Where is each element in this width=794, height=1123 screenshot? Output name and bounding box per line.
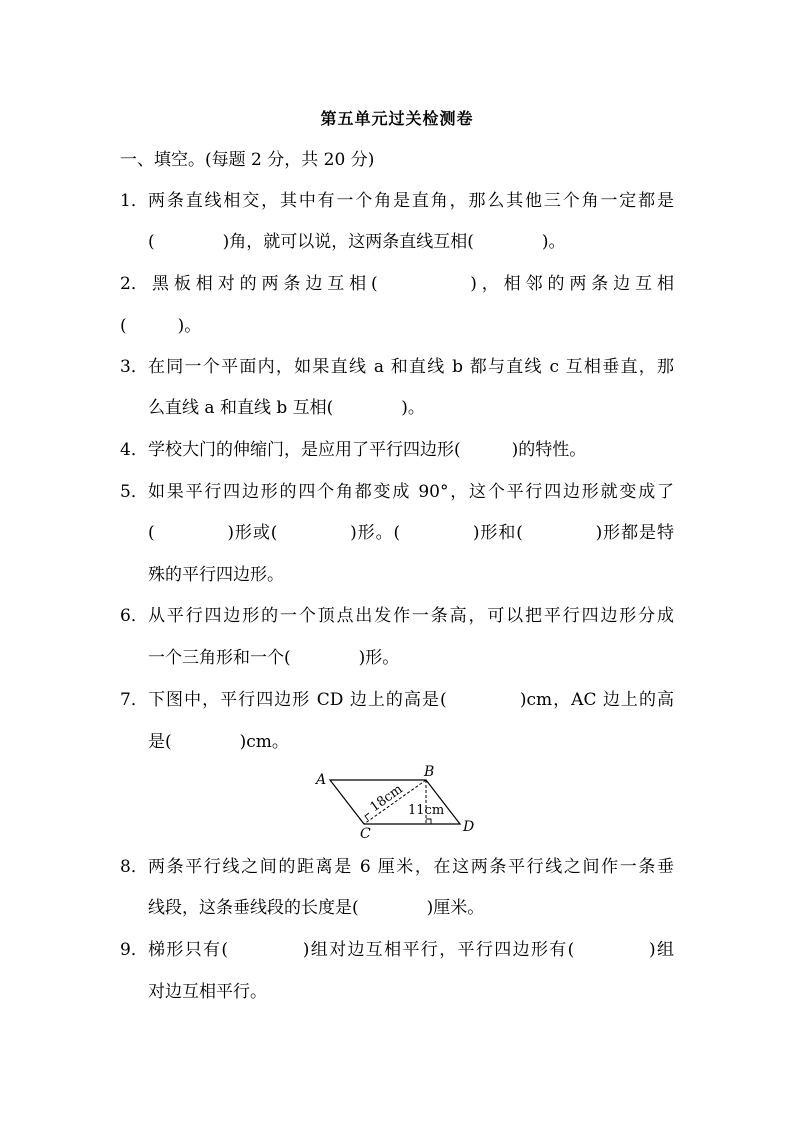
question-9-line-1: 梯形只有( )组对边互相平行，平行四边形有( )组: [148, 940, 674, 960]
right-angle-mark-cd: [426, 819, 431, 824]
question-2-line-2: ( )。: [120, 316, 202, 336]
question-7-line-2: 是( )cm。: [148, 732, 289, 752]
question-3-line-2: 么直线 a 和直线 b 互相( )。: [148, 398, 425, 418]
question-3-line-1: 在同一个平面内，如果直线 a 和直线 b 都与直线 c 互相垂直，那: [148, 357, 674, 377]
question-4-line-1: 学校大门的伸缩门，是应用了平行四边形( )的特性。: [148, 440, 587, 460]
question-7-number: 7．: [120, 690, 148, 710]
question-8-number: 8．: [120, 857, 148, 877]
vertex-label-d: D: [463, 819, 475, 835]
question-5-line-3: 殊的平行四边形。: [148, 565, 284, 585]
vertex-label-c: C: [360, 826, 371, 840]
vertex-label-b: B: [424, 764, 435, 780]
question-7-line-1: 下图中，平行四边形 CD 边上的高是( )cm，AC 边上的高: [148, 690, 674, 710]
question-1-line-1: 两条直线相交，其中有一个角是直角，那么其他三个角一定都是: [148, 191, 674, 211]
question-5-line-2: ( )形或( )形。( )形和( )形都是特: [148, 523, 674, 543]
question-8-line-2: 线段，这条垂线段的长度是( )厘米。: [148, 898, 485, 918]
question-8-line-1: 两条平行线之间的距离是 6 厘米，在这两条平行线之间作一条垂: [148, 857, 674, 877]
question-9-number: 9．: [120, 940, 148, 960]
question-4-number: 4．: [120, 440, 148, 460]
question-2-line-1: 黑板相对的两条边互相( )，相邻的两条边互相: [152, 274, 674, 294]
page-title: 第五单元过关检测卷: [320, 109, 474, 128]
question-9-line-2: 对边互相平行。: [148, 982, 267, 1002]
parallelogram-figure: [314, 764, 480, 840]
question-5-line-1: 如果平行四边形的四个角都变成 90°，这个平行四边形就变成了: [148, 482, 674, 502]
diagonal-measure-label: 18cm: [367, 781, 406, 816]
question-2-number: 2．: [120, 274, 148, 294]
question-6-line-1: 从平行四边形的一个顶点出发作一条高，可以把平行四边形分成: [148, 606, 674, 626]
question-5-number: 5．: [120, 482, 148, 502]
right-angle-mark-ac: [365, 813, 369, 820]
question-6-number: 6．: [120, 606, 148, 626]
question-3-number: 3．: [120, 357, 148, 377]
question-6-line-2: 一个三角形和一个( )形。: [148, 648, 400, 668]
vertex-label-a: A: [316, 772, 327, 788]
question-1-number: 1．: [120, 191, 148, 211]
section-header: 一、填空。(每题 2 分，共 20 分): [120, 150, 375, 170]
height-measure-label: 11cm: [408, 803, 445, 818]
question-1-line-2: ( )角，就可以说，这两条直线互相( )。: [148, 232, 566, 252]
